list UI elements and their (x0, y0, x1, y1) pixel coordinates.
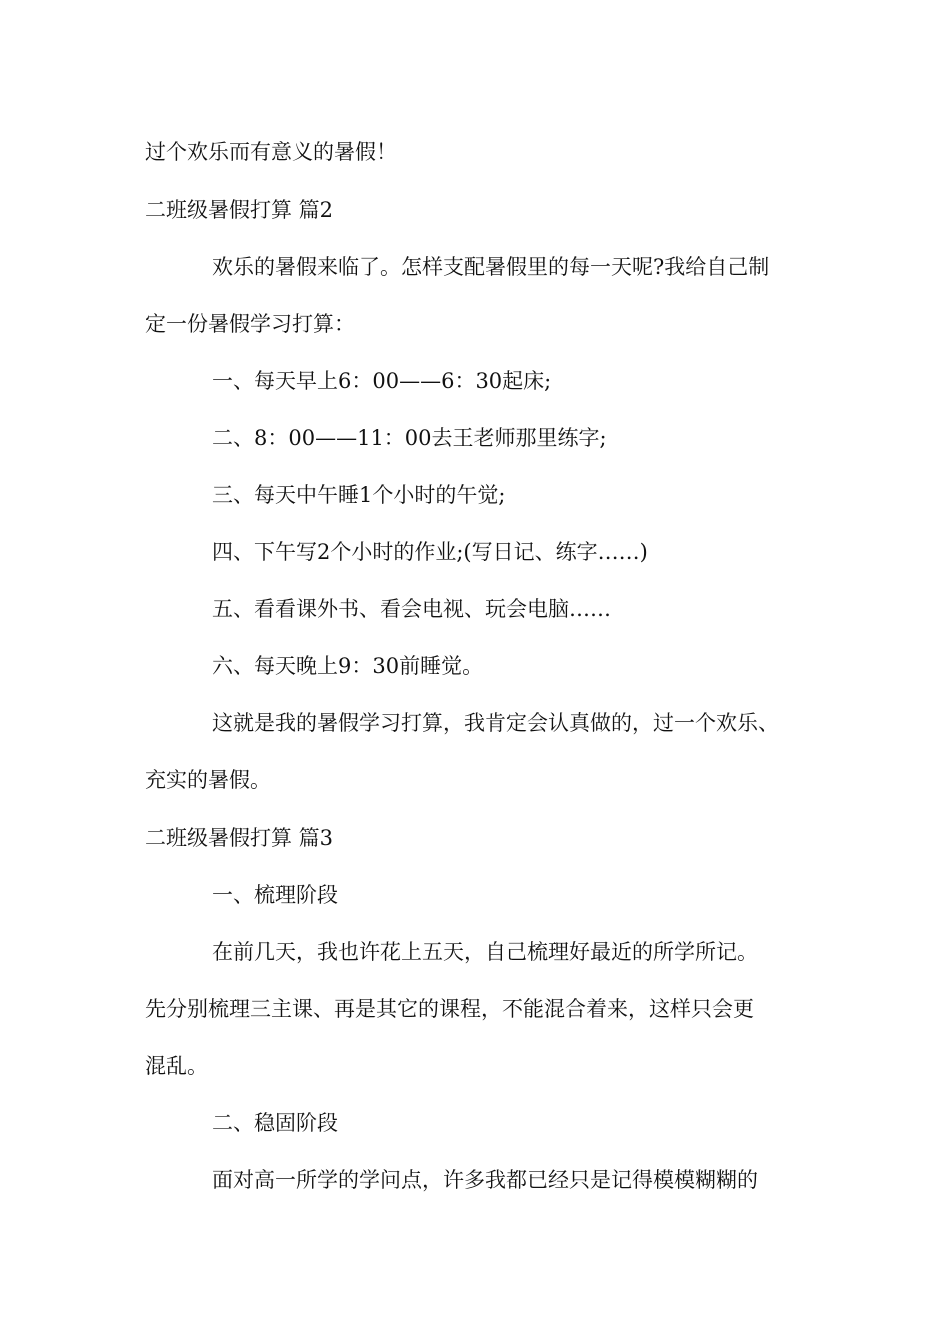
paragraph-stage-1-line-2: 先分别梳理三主课、再是其它的课程，不能混合着来，这样只会更 (145, 997, 754, 1021)
stage-heading-2: 二、稳固阶段 (212, 1111, 338, 1135)
paragraph-stage-1-line-3: 混乱。 (145, 1054, 208, 1078)
paragraph-intro-line-1: 欢乐的暑假来临了。怎样支配暑假里的每一天呢?我给自己制 (212, 255, 770, 279)
paragraph-intro-line-2: 定一份暑假学习打算： (145, 312, 355, 336)
plan-item-1: 一、每天早上6：00——6：30起床; (212, 369, 552, 393)
paragraph-stage-2-line-1: 面对高一所学的学问点，许多我都已经只是记得模模糊糊的 (212, 1168, 758, 1192)
section-heading-part-3: 二班级暑假打算 篇3 (145, 826, 334, 850)
paragraph-closing-line: 过个欢乐而有意义的暑假！ (145, 140, 397, 164)
stage-heading-1: 一、梳理阶段 (212, 883, 338, 907)
plan-item-4: 四、下午写2个小时的作业;(写日记、练字……) (212, 540, 648, 564)
paragraph-conclusion-line-1: 这就是我的暑假学习打算，我肯定会认真做的，过一个欢乐、 (212, 711, 779, 735)
section-heading-part-2: 二班级暑假打算 篇2 (145, 198, 334, 222)
plan-item-3: 三、每天中午睡1个小时的午觉; (212, 483, 506, 507)
plan-item-2: 二、8：00——11：00去王老师那里练字; (212, 426, 607, 450)
paragraph-stage-1-line-1: 在前几天，我也许花上五天，自己梳理好最近的所学所记。 (212, 940, 758, 964)
plan-item-5: 五、看看课外书、看会电视、玩会电脑…… (212, 597, 611, 621)
paragraph-conclusion-line-2: 充实的暑假。 (145, 768, 271, 792)
plan-item-6: 六、每天晚上9：30前睡觉。 (212, 654, 484, 678)
